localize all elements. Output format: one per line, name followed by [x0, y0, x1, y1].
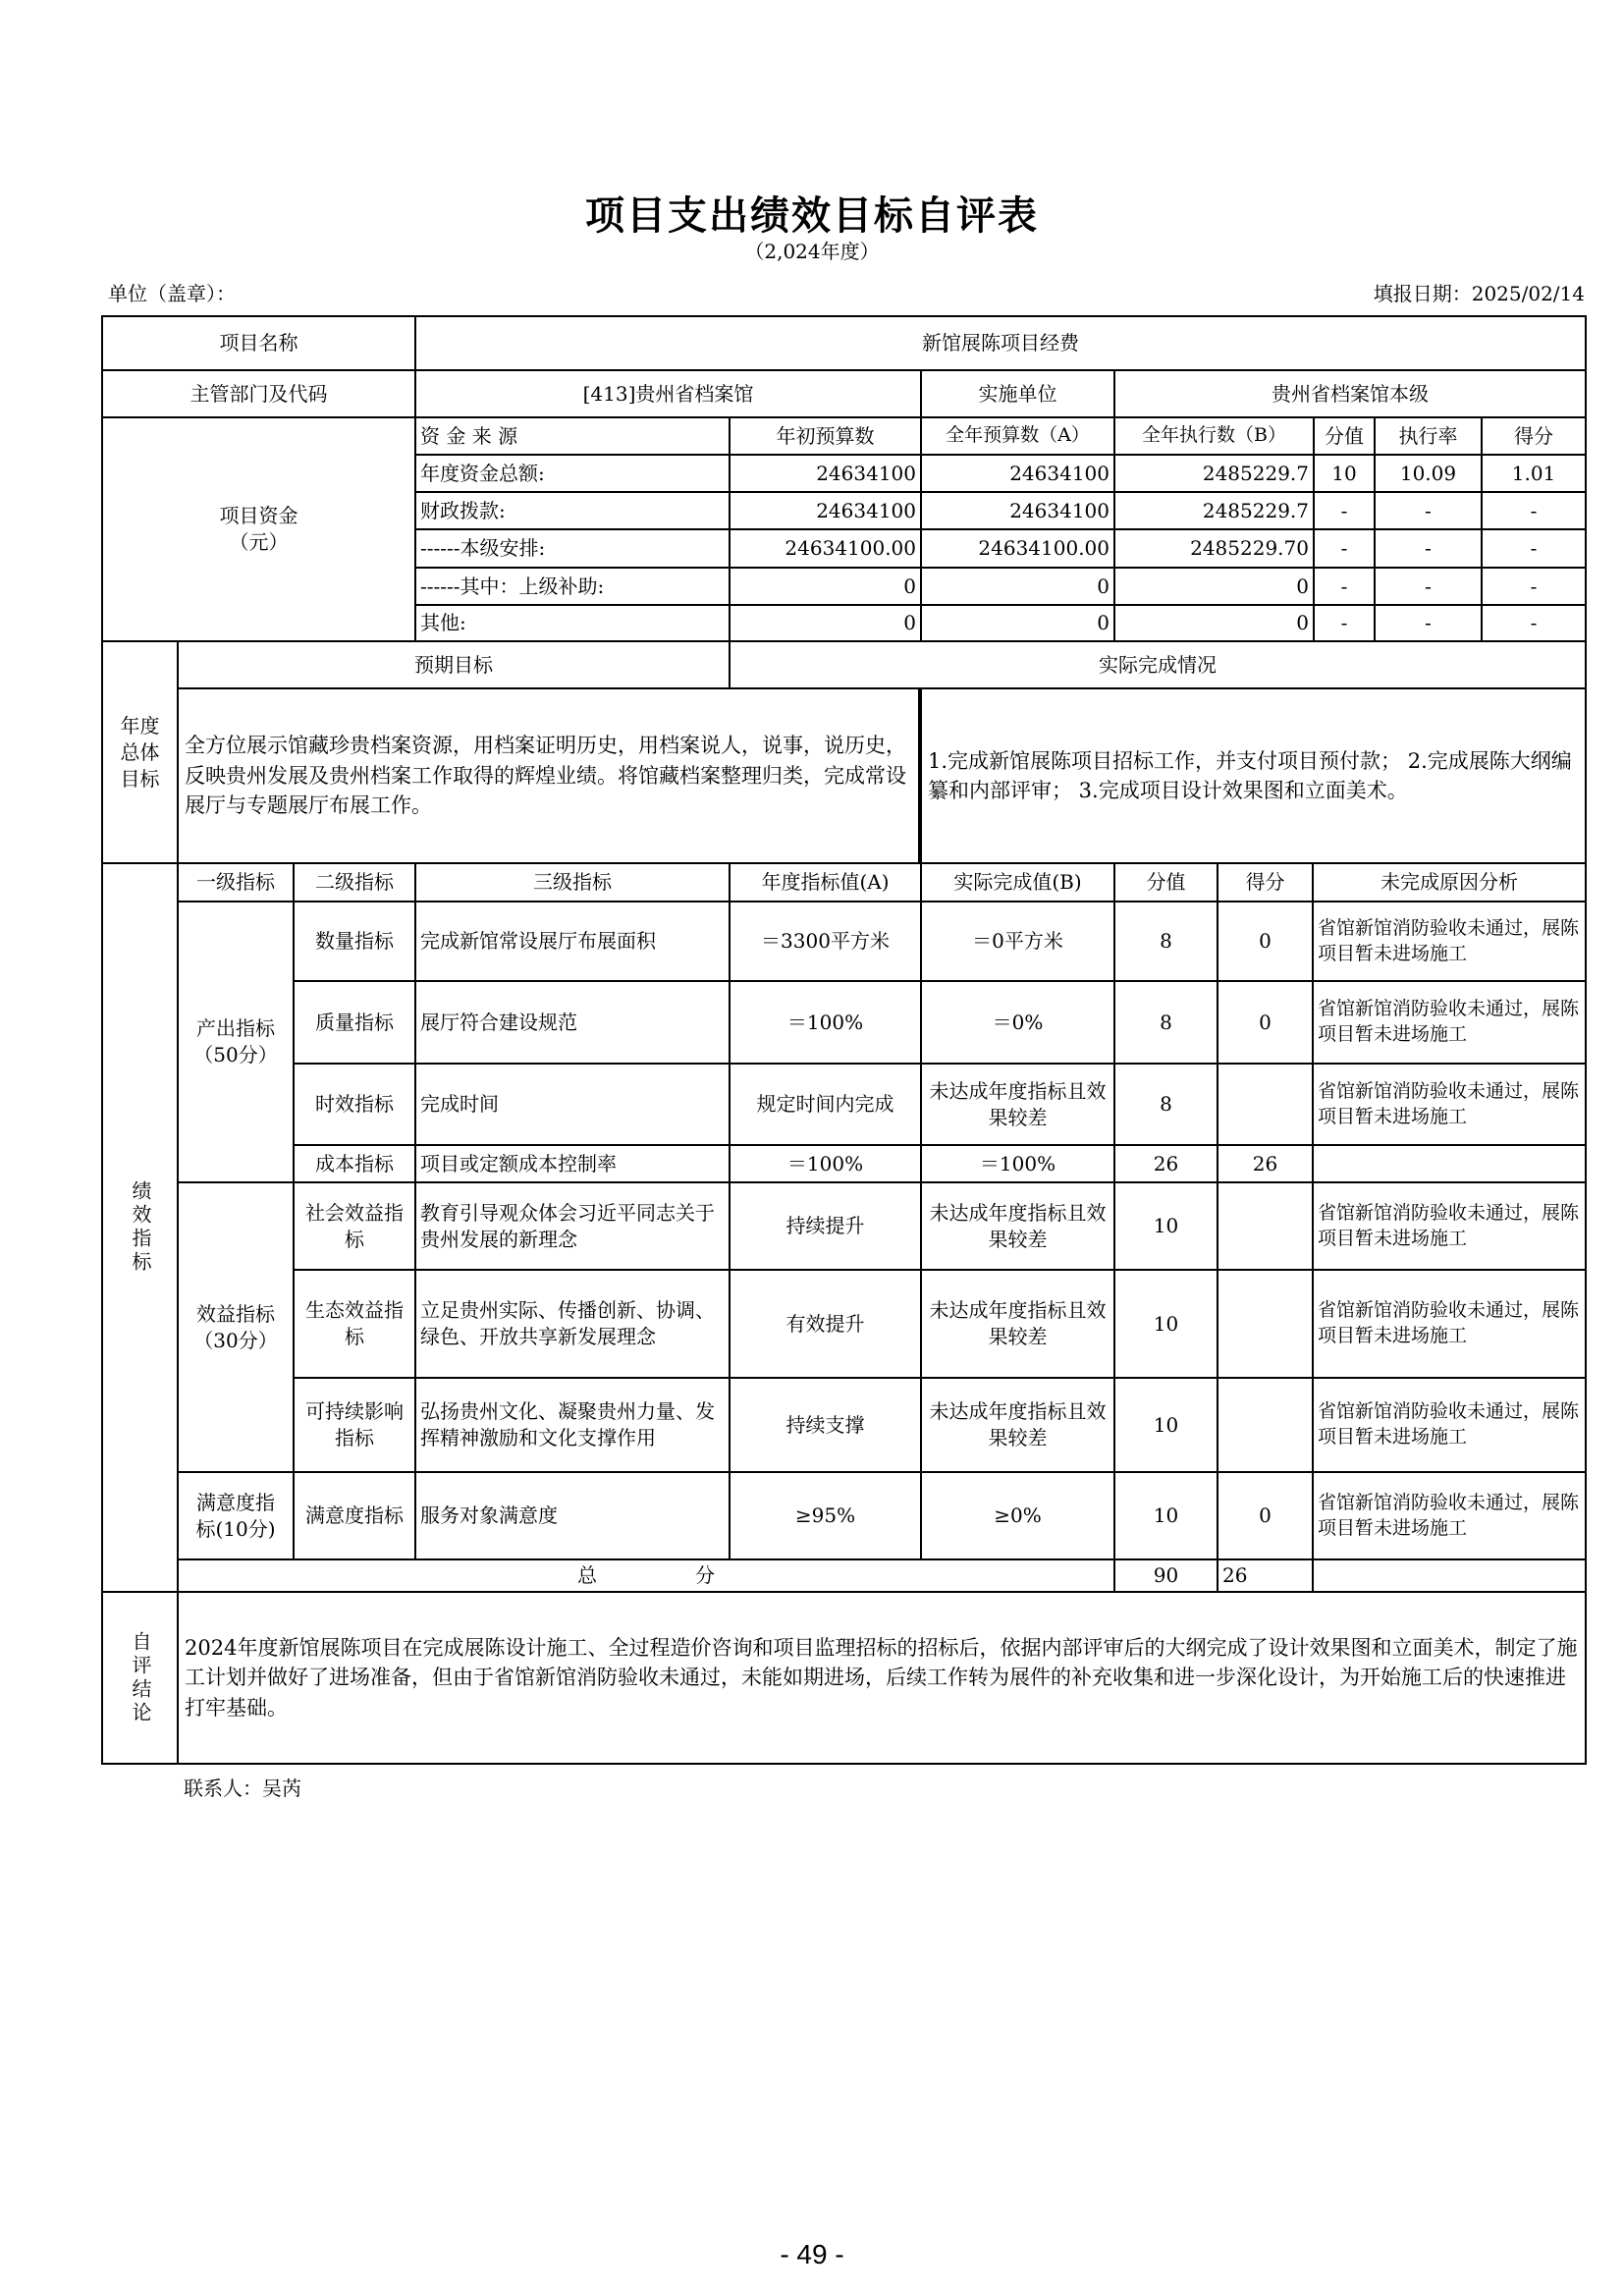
- conclusion-section-label: [101, 1591, 179, 1765]
- indicator-level2: 可持续影响指标: [293, 1377, 416, 1473]
- conclusion-text: 2024年度新馆展陈项目在完成展陈设计施工、全过程造价咨询和项目监理招标的招标后，依据内部评审后的大纲完成了设计效果图和立面美术，制定了施工计划并做好了进场准备，但由于省馆新馆消防验收未通过，未能如期进场，后续工作转为展件的补充收集和进一步深化设计，为开始施工后的快速推进打牢基础。: [177, 1591, 1587, 1765]
- funding-source: ------本级安排:: [414, 528, 731, 569]
- indicator-reason: 省馆新馆消防验收未通过，展陈项目暂未进场施工: [1312, 1181, 1587, 1271]
- indicator-weight: 10: [1113, 1181, 1218, 1271]
- indicator-actual: 未达成年度指标且效果较差: [920, 1063, 1115, 1146]
- funding-score-value: -: [1313, 491, 1376, 530]
- level1-output: [177, 901, 295, 1183]
- funding-rate: 10.09: [1374, 454, 1483, 493]
- indicator-target: 规定时间内完成: [729, 1063, 922, 1146]
- funding-header-executed: 全年执行数（B）: [1113, 416, 1315, 456]
- level1-output-points: （50分）: [193, 1043, 278, 1066]
- indicator-score: 0: [1217, 980, 1314, 1065]
- indicator-reason: 省馆新馆消防验收未通过，展陈项目暂未进场施工: [1312, 1269, 1587, 1379]
- total-score: 26: [1217, 1558, 1314, 1593]
- ind-header-actual: 实际完成值(B): [920, 862, 1115, 902]
- indicator-target: ≥95%: [729, 1471, 922, 1560]
- indicator-score: [1217, 1063, 1314, 1146]
- goals-section-text: 年度总体目标: [120, 713, 160, 791]
- total-label: 总 分: [177, 1558, 1115, 1593]
- funding-annual: 24634100: [920, 491, 1115, 530]
- indicator-level2: 质量指标: [293, 980, 416, 1065]
- funding-label-line2: （元）: [229, 530, 289, 554]
- indicator-weight: 8: [1113, 980, 1218, 1065]
- funding-score: -: [1481, 604, 1587, 642]
- indicator-actual: ≥0%: [920, 1471, 1115, 1560]
- funding-rate: -: [1374, 604, 1483, 642]
- indicator-actual: 未达成年度指标且效果较差: [920, 1377, 1115, 1473]
- indicator-score: [1217, 1269, 1314, 1379]
- project-name-label: 项目名称: [101, 315, 416, 371]
- funding-rate: -: [1374, 491, 1483, 530]
- level1-satisfaction-points: 标(10分): [195, 1516, 276, 1541]
- funding-source: 财政拨款:: [414, 491, 731, 530]
- funding-annual: 0: [920, 604, 1115, 642]
- funding-annual: 24634100.00: [920, 528, 1115, 569]
- indicator-level2: 时效指标: [293, 1063, 416, 1146]
- contact-person: 联系人：吴芮: [184, 1777, 301, 1800]
- indicator-actual: 未达成年度指标且效果较差: [920, 1269, 1115, 1379]
- indicators-section-label: [101, 862, 179, 1593]
- level1-benefit: [177, 1181, 295, 1473]
- funding-score-value: -: [1313, 604, 1376, 642]
- funding-rate: -: [1374, 528, 1483, 569]
- indicator-level2: 满意度指标: [293, 1471, 416, 1560]
- indicator-reason: 省馆新馆消防验收未通过，展陈项目暂未进场施工: [1312, 901, 1587, 982]
- funding-header-score: 得分: [1481, 416, 1587, 456]
- indicator-weight: 10: [1113, 1269, 1218, 1379]
- funding-header-rate: 执行率: [1374, 416, 1483, 456]
- conclusion-section-text: 自评结论: [129, 1630, 152, 1725]
- indicator-level3: 展厅符合建设规范: [414, 980, 731, 1065]
- ind-header-level2: 二级指标: [293, 862, 416, 902]
- funding-score: 1.01: [1481, 454, 1587, 493]
- funding-initial: 24634100: [729, 454, 922, 493]
- funding-annual: 24634100: [920, 454, 1115, 493]
- funding-initial: 24634100.00: [729, 528, 922, 569]
- indicator-target: ＝100%: [729, 1144, 922, 1183]
- funding-initial: 24634100: [729, 491, 922, 530]
- page-title: 项目支出绩效目标自评表: [585, 192, 1039, 239]
- impl-label: 实施单位: [920, 369, 1115, 418]
- indicator-reason: 省馆新馆消防验收未通过，展陈项目暂未进场施工: [1312, 1063, 1587, 1146]
- indicator-score: 26: [1217, 1144, 1314, 1183]
- indicator-actual: 未达成年度指标且效果较差: [920, 1181, 1115, 1271]
- ind-header-level3: 三级指标: [414, 862, 731, 902]
- funding-header-annual: 全年预算数（A）: [920, 416, 1115, 456]
- indicator-level3: 完成时间: [414, 1063, 731, 1146]
- level1-satisfaction: [177, 1471, 295, 1560]
- indicator-reason: 省馆新馆消防验收未通过，展陈项目暂未进场施工: [1312, 1377, 1587, 1473]
- funding-source: ------其中：上级补助:: [414, 567, 731, 606]
- project-name-value: 新馆展陈项目经费: [414, 315, 1587, 371]
- dept-value: [413]贵州省档案馆: [414, 369, 922, 418]
- funding-initial: 0: [729, 567, 922, 606]
- fiscal-year: （2,024年度）: [744, 240, 880, 263]
- indicator-target: ＝3300平方米: [729, 901, 922, 982]
- indicator-weight: 10: [1113, 1471, 1218, 1560]
- indicator-level3: 完成新馆常设展厅布展面积: [414, 901, 731, 982]
- indicator-level2: 生态效益指标: [293, 1269, 416, 1379]
- report-date: 填报日期：2025/02/14: [1373, 282, 1585, 305]
- indicator-actual: ＝100%: [920, 1144, 1115, 1183]
- indicator-actual: ＝0平方米: [920, 901, 1115, 982]
- level1-benefit-name: 效益指标: [196, 1301, 275, 1326]
- indicator-level3: 教育引导观众体会习近平同志关于贵州发展的新理念: [414, 1181, 731, 1271]
- funding-executed: 2485229.70: [1113, 528, 1315, 569]
- funding-annual: 0: [920, 567, 1115, 606]
- funding-score: -: [1481, 528, 1587, 569]
- expected-goal-header: 预期目标: [177, 640, 731, 689]
- funding-header-source: 资 金 来 源: [414, 416, 731, 456]
- indicator-score: [1217, 1377, 1314, 1473]
- indicator-reason: [1312, 1144, 1587, 1183]
- funding-initial: 0: [729, 604, 922, 642]
- unit-label: 单位（盖章）：: [108, 282, 236, 305]
- indicator-level2: 成本指标: [293, 1144, 416, 1183]
- indicator-level2: 社会效益指标: [293, 1181, 416, 1271]
- indicator-target: 持续提升: [729, 1181, 922, 1271]
- indicator-actual: ＝0%: [920, 980, 1115, 1065]
- level1-satisfaction-name: 满意度指: [196, 1490, 275, 1514]
- ind-header-weight: 分值: [1113, 862, 1218, 902]
- funding-score: -: [1481, 491, 1587, 530]
- actual-goal-text: 1.完成新馆展陈项目招标工作，并支付项目预付款； 2.完成展陈大纲编纂和内部评审； 3.完成项目设计效果图和立面美术。: [920, 687, 1587, 864]
- indicator-score: 0: [1217, 901, 1314, 982]
- level1-output-name: 产出指标: [196, 1016, 275, 1040]
- funding-header-score-value: 分值: [1313, 416, 1376, 456]
- indicator-level3: 弘扬贵州文化、凝聚贵州力量、发挥精神激励和文化支撑作用: [414, 1377, 731, 1473]
- funding-header-initial: 年初预算数: [729, 416, 922, 456]
- expected-goal-text: 全方位展示馆藏珍贵档案资源，用档案证明历史，用档案说人，说事，说历史，反映贵州发展及贵州档案工作取得的辉煌业绩。将馆藏档案整理归类，完成常设展厅与专题展厅布展工作。: [177, 687, 920, 864]
- indicator-level3: 服务对象满意度: [414, 1471, 731, 1560]
- funding-score-value: -: [1313, 528, 1376, 569]
- indicators-section-text: 绩效指标: [129, 1180, 152, 1275]
- impl-value: 贵州省档案馆本级: [1113, 369, 1587, 418]
- indicator-score: 0: [1217, 1471, 1314, 1560]
- funding-score: -: [1481, 567, 1587, 606]
- funding-executed: 2485229.7: [1113, 491, 1315, 530]
- ind-header-level1: 一级指标: [177, 862, 295, 902]
- goals-section-label: [101, 640, 179, 864]
- indicator-target: ＝100%: [729, 980, 922, 1065]
- indicator-level2: 数量指标: [293, 901, 416, 982]
- indicator-weight: 8: [1113, 1063, 1218, 1146]
- actual-goal-header: 实际完成情况: [729, 640, 1587, 689]
- funding-section-label: [101, 416, 416, 642]
- funding-source: 年度资金总额:: [414, 454, 731, 493]
- funding-rate: -: [1374, 567, 1483, 606]
- indicator-reason: 省馆新馆消防验收未通过，展陈项目暂未进场施工: [1312, 1471, 1587, 1560]
- funding-label-line1: 项目资金: [219, 504, 298, 527]
- funding-score-value: -: [1313, 567, 1376, 606]
- funding-source: 其他:: [414, 604, 731, 642]
- indicator-weight: 26: [1113, 1144, 1218, 1183]
- indicator-level3: 立足贵州实际、传播创新、协调、绿色、开放共享新发展理念: [414, 1269, 731, 1379]
- indicator-target: 持续支撑: [729, 1377, 922, 1473]
- level1-benefit-points: （30分）: [193, 1328, 278, 1352]
- page-number: - 49 -: [780, 2239, 844, 2269]
- ind-header-score: 得分: [1217, 862, 1314, 902]
- total-weight: 90: [1113, 1558, 1218, 1593]
- indicator-target: 有效提升: [729, 1269, 922, 1379]
- indicator-score: [1217, 1181, 1314, 1271]
- funding-executed: 2485229.7: [1113, 454, 1315, 493]
- dept-label: 主管部门及代码: [101, 369, 416, 418]
- funding-executed: 0: [1113, 567, 1315, 606]
- funding-executed: 0: [1113, 604, 1315, 642]
- indicator-weight: 10: [1113, 1377, 1218, 1473]
- funding-score-value: 10: [1313, 454, 1376, 493]
- ind-header-reason: 未完成原因分析: [1312, 862, 1587, 902]
- indicator-level3: 项目或定额成本控制率: [414, 1144, 731, 1183]
- total-reason-empty: [1312, 1558, 1587, 1593]
- indicator-weight: 8: [1113, 901, 1218, 982]
- ind-header-target: 年度指标值(A): [729, 862, 922, 902]
- indicator-reason: 省馆新馆消防验收未通过，展陈项目暂未进场施工: [1312, 980, 1587, 1065]
